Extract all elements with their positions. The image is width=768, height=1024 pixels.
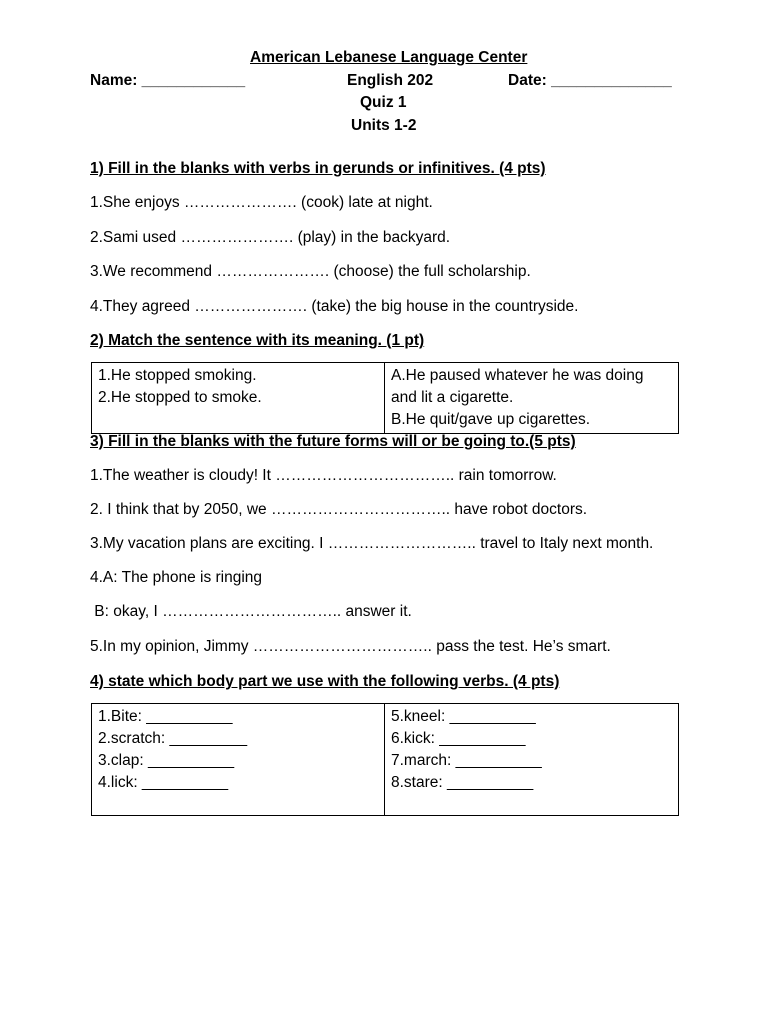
section-4-title: 4) state which body part we use with the following verbs. (4 pts) — [90, 673, 560, 690]
match-table-right-cell — [385, 363, 679, 434]
units-label: Units 1-2 — [351, 117, 417, 134]
body-part-verb: 3.clap: __________ — [98, 752, 235, 769]
section-1-item: 1.She enjoys …………………. (cook) late at night. — [90, 194, 433, 211]
section-3-item: 4.A: The phone is ringing — [90, 569, 263, 586]
center-title: American Lebanese Language Center — [250, 49, 528, 66]
section-3-item: 3.My vacation plans are exciting. I ……………………….. travel to Italy next month. — [90, 535, 654, 552]
section-2-title: 2) Match the sentence with its meaning. (1 pt) — [90, 332, 425, 349]
match-sentence: 2.He stopped to smoke. — [98, 389, 262, 406]
section-1-item: 3.We recommend …………………. (choose) the full scholarship. — [90, 263, 531, 280]
body-parts-left-cell — [92, 704, 385, 816]
date-field-label: Date: ______________ — [508, 72, 672, 89]
match-meaning: A.He paused whatever he was doing — [391, 367, 644, 384]
body-part-verb: 5.kneel: __________ — [391, 708, 536, 725]
body-part-verb: 8.stare: __________ — [391, 774, 534, 791]
body-parts-table — [91, 703, 679, 816]
body-part-verb: 2.scratch: _________ — [98, 730, 248, 747]
section-3-item: 5.In my opinion, Jimmy …………………………….. pass the test. He’s smart. — [90, 638, 611, 655]
match-table — [91, 362, 679, 434]
body-part-verb: 7.march: __________ — [391, 752, 542, 769]
section-1-title: 1) Fill in the blanks with verbs in gerunds or infinitives. (4 pts) — [90, 160, 546, 177]
match-meaning: and lit a cigarette. — [391, 389, 514, 406]
body-part-verb: 6.kick: __________ — [391, 730, 526, 747]
section-3-item: 1.The weather is cloudy! It …………………………….. rain tomorrow. — [90, 467, 557, 484]
section-3-item: B: okay, I …………………………….. answer it. — [90, 603, 412, 620]
quiz-label: Quiz 1 — [360, 94, 407, 111]
name-field-label: Name: ____________ — [90, 72, 246, 89]
section-3-item: 2. I think that by 2050, we …………………………….. have robot doctors. — [90, 501, 588, 518]
body-part-verb: 4.lick: __________ — [98, 774, 229, 791]
match-meaning: B.He quit/gave up cigarettes. — [391, 411, 591, 428]
course-label: English 202 — [347, 72, 434, 89]
body-part-verb: 1.Bite: __________ — [98, 708, 233, 725]
body-parts-right-cell — [385, 704, 679, 816]
section-1-item: 4.They agreed …………………. (take) the big house in the countryside. — [90, 298, 579, 315]
section-1-item: 2.Sami used …………………. (play) in the backyard. — [90, 229, 451, 246]
match-table-left-cell — [92, 363, 385, 434]
match-sentence: 1.He stopped smoking. — [98, 367, 257, 384]
section-3-title: 3) Fill in the blanks with the future forms will or be going to.(5 pts) — [90, 433, 576, 450]
